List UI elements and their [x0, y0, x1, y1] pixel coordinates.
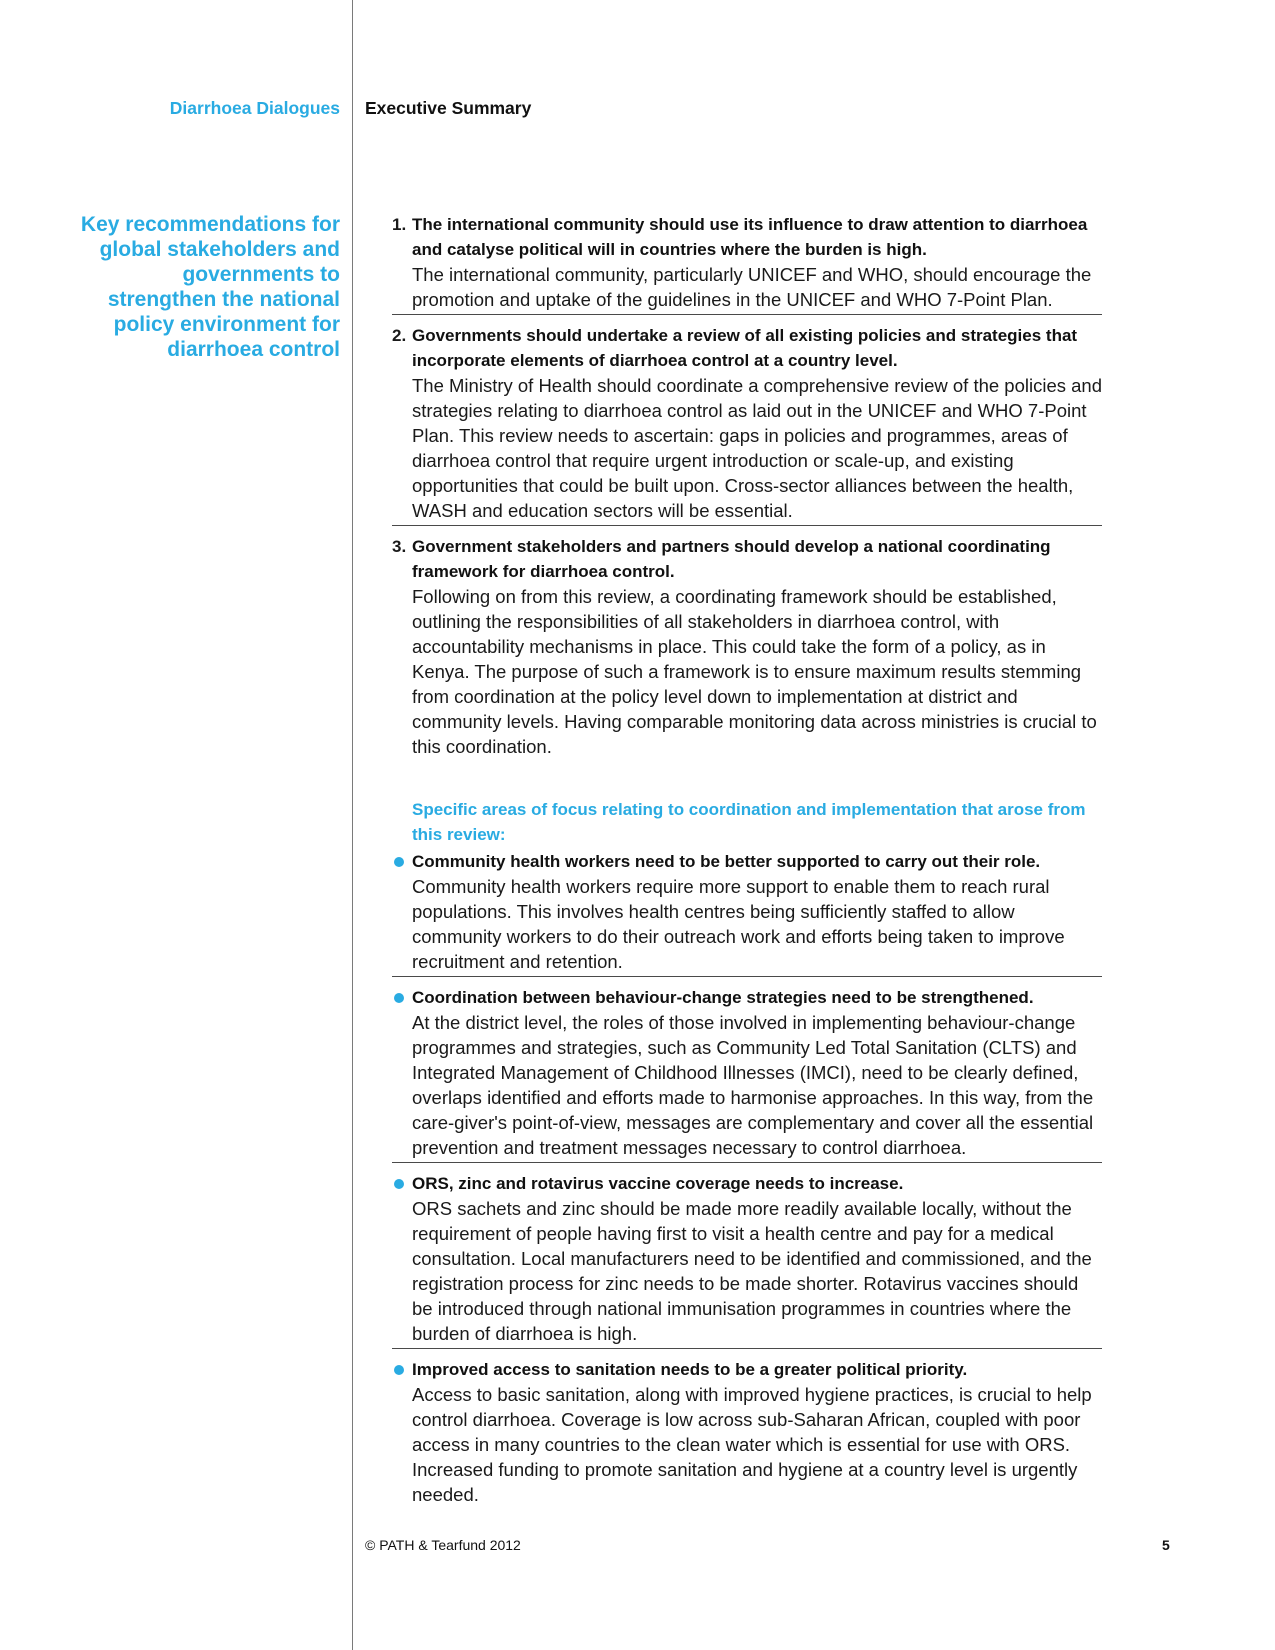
- focus-item: [392, 1357, 1102, 1509]
- focus-body: Access to basic sanitation, along with improved hygiene practices, is crucial to help control diarrhoea. Coverage is low across sub-Saharan African, coupled with poor access in many countries to the clean water which is essential for use with ORS. Increased funding to promote sanitation and hygiene at a country level is urgently needed.: [412, 1384, 1092, 1505]
- bullet-icon: [394, 1179, 404, 1189]
- bullet-icon: [394, 993, 404, 1003]
- recommendation-number: 2.: [392, 326, 407, 345]
- main-content: [392, 212, 1102, 1517]
- recommendation-body: The international community, particularly UNICEF and WHO, should encourage the promotion and uptake of the guidelines in the UNICEF and WHO 7-Point Plan.: [412, 264, 1092, 310]
- column-divider: [352, 0, 353, 1650]
- recommendation-number: 3.: [392, 537, 407, 556]
- bullet-icon: [394, 857, 404, 867]
- focus-title: Community health workers need to be better supported to carry out their role.: [412, 852, 1041, 871]
- focus-title: ORS, zinc and rotavirus vaccine coverage needs to increase.: [412, 1174, 904, 1193]
- section-title: Executive Summary: [365, 98, 532, 118]
- recommendation-item: [392, 212, 1102, 315]
- recommendation-item: [392, 323, 1102, 526]
- page-number: 5: [1162, 1537, 1170, 1553]
- recommendation-body: The Ministry of Health should coordinate a comprehensive review of the policies and strategies relating to diarrhoea control as laid out in the UNICEF and WHO 7-Point Plan. This review needs to ascertain: gaps in policies and programmes, areas of diarrhoea control that require urgent introduction or scale-up, and existing opportunities that could be built upon. Cross-sector alliances between the health, WASH and education sectors will be essential.: [412, 375, 1103, 521]
- recommendation-title: Governments should undertake a review of all existing policies and strategies that incorporate elements of diarrhoea control at a country level.: [412, 326, 1078, 370]
- recommendation-title: Government stakeholders and partners should develop a national coordinating framework for diarrhoea control.: [412, 537, 1051, 581]
- recommendation-item: [392, 534, 1102, 761]
- footer-copyright: © PATH & Tearfund 2012: [365, 1537, 521, 1553]
- publication-title: Diarrhoea Dialogues: [169, 98, 340, 118]
- focus-heading: Specific areas of focus relating to coordination and implementation that arose from this review:: [412, 800, 1086, 844]
- focus-body: At the district level, the roles of those involved in implementing behaviour-change programmes and strategies, such as Community Led Total Sanitation (CLTS) and Integrated Management of Childhood Illnesses (IMCI), need to be clearly defined, overlaps identified and efforts made to harmonise approaches. In this way, from the care-giver's point-of-view, messages are complementary and cover all the essential prevention and treatment messages necessary to control diarrhoea.: [412, 1012, 1094, 1158]
- focus-item: [392, 1171, 1102, 1349]
- focus-body: ORS sachets and zinc should be made more readily available locally, without the requirement of people having first to visit a health centre and pay for a medical consultation. Local manufacturers need to be identified and commissioned, and the registration process for zinc needs to be made shorter. Rotavirus vaccines should be introduced through national immunisation programmes in countries where the burden of diarrhoea is high.: [412, 1198, 1092, 1344]
- focus-body: Community health workers require more support to enable them to reach rural populations. This involves health centres being sufficiently staffed to allow community workers to do their outreach work and efforts being taken to improve recruitment and retention.: [412, 876, 1065, 972]
- bullet-icon: [394, 1365, 404, 1375]
- sidebar-heading: Key recommendations for global stakeholders and governments to strengthen the national policy environment for diarrhoea control: [80, 213, 340, 361]
- focus-item: [392, 985, 1102, 1163]
- focus-item: [392, 849, 1102, 977]
- focus-title: Improved access to sanitation needs to be a greater political priority.: [412, 1360, 968, 1379]
- recommendation-number: 1.: [392, 215, 407, 234]
- focus-title: Coordination between behaviour-change strategies need to be strengthened.: [412, 988, 1034, 1007]
- recommendation-title: The international community should use its influence to draw attention to diarrhoea and catalyse political will in countries where the burden is high.: [412, 215, 1088, 259]
- recommendation-body: Following on from this review, a coordinating framework should be established, outlining the responsibilities of all stakeholders in diarrhoea control, with accountability mechanisms in place. This could take the form of a policy, as in Kenya. The purpose of such a framework is to ensure maximum results stemming from coordination at the policy level down to implementation at district and community levels. Having comparable monitoring data across ministries is crucial to this coordination.: [412, 586, 1097, 757]
